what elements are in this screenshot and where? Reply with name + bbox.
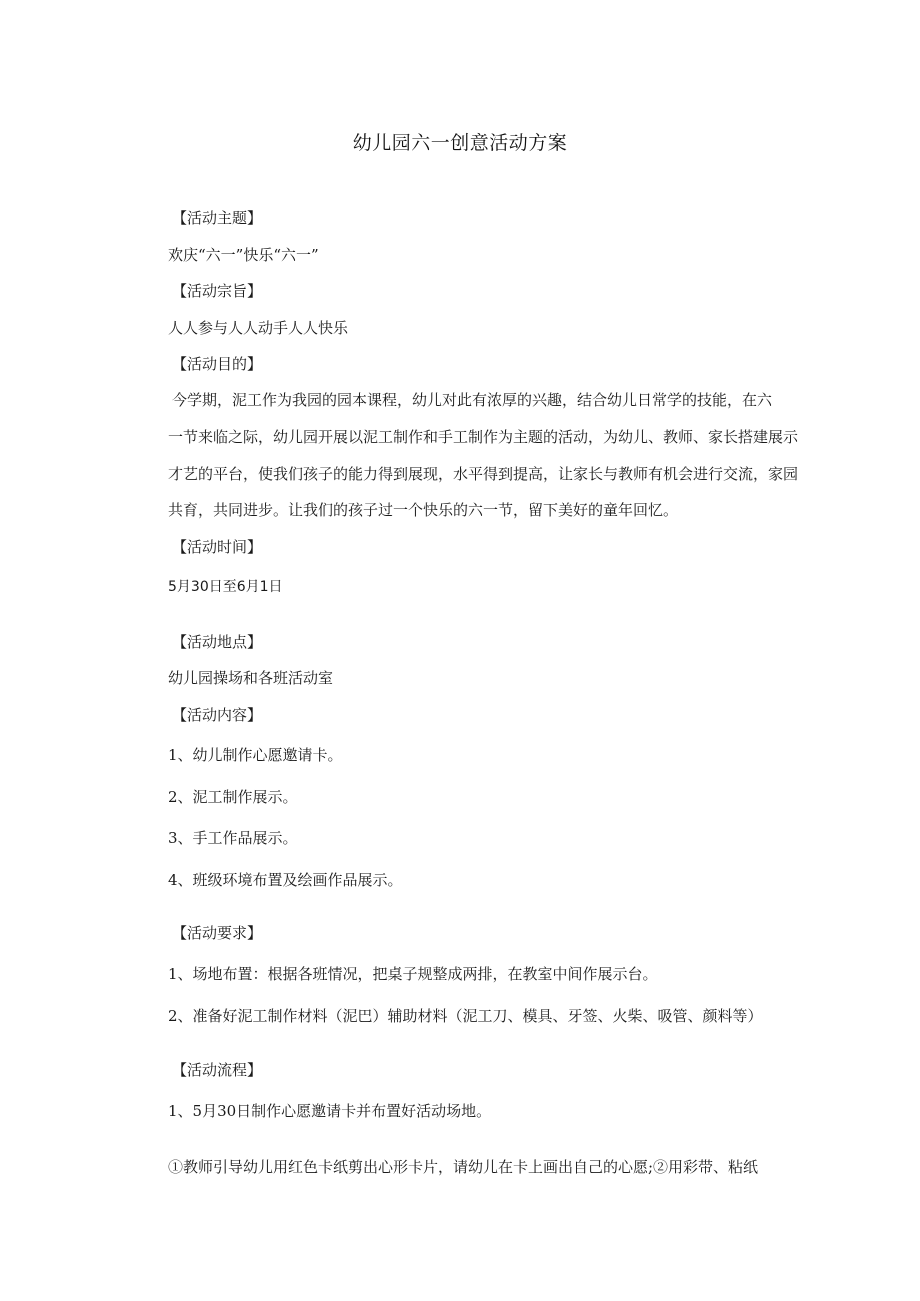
- place-text: 幼儿园操场和各班活动室: [168, 669, 334, 687]
- place-heading: 【活动地点】: [172, 633, 263, 651]
- content-item-1: 1、幼儿制作心愿邀请卡。: [168, 746, 343, 764]
- time-heading: 【活动时间】: [172, 538, 263, 556]
- content-heading: 【活动内容】: [172, 706, 263, 724]
- goal-line-2: 一节来临之际，幼儿园开展以泥工制作和手工制作为主题的活动，为幼儿、教师、家长搭建展示: [168, 428, 799, 446]
- theme-heading: 【活动主题】: [172, 209, 263, 227]
- goal-line-3: 才艺的平台，使我们孩子的能力得到展现，水平得到提高，让家长与教师有机会进行交流，家园: [168, 465, 799, 483]
- theme-text: 欢庆“六一”快乐“六一”: [168, 246, 319, 264]
- content-item-3: 3、手工作品展示。: [168, 829, 298, 847]
- goal-heading: 【活动目的】: [172, 355, 263, 373]
- process-item-1: 1、5月30日制作心愿邀请卡并布置好活动场地。: [168, 1102, 492, 1120]
- purpose-heading: 【活动宗旨】: [172, 282, 263, 300]
- content-item-4: 4、班级环境布置及绘画作品展示。: [168, 871, 403, 889]
- time-text: 5月30日至6月1日: [168, 579, 283, 595]
- goal-line-4: 共育，共同进步。让我们的孩子过一个快乐的六一节，留下美好的童年回忆。: [168, 501, 679, 519]
- process-item-2: ①教师引导幼儿用红色卡纸剪出心形卡片，请幼儿在卡上画出自己的心愿;②用彩带、粘纸: [168, 1158, 759, 1176]
- goal-line-1: 今学期，泥工作为我园的园本课程，幼儿对此有浓厚的兴趣，结合幼儿日常学的技能，在六: [172, 391, 773, 409]
- requirements-item-1: 1、场地布置：根据各班情况，把桌子规整成两排，在教室中间作展示台。: [168, 965, 658, 983]
- process-heading: 【活动流程】: [172, 1061, 263, 1079]
- page-title: 幼儿园六一创意活动方案: [352, 132, 568, 154]
- purpose-text: 人人参与人人动手人人快乐: [168, 319, 349, 337]
- requirements-item-2: 2、准备好泥工制作材料（泥巴）辅助材料（泥工刀、模具、牙签、火柴、吸管、颜料等）: [168, 1007, 763, 1025]
- content-item-2: 2、泥工制作展示。: [168, 788, 298, 806]
- requirements-heading: 【活动要求】: [172, 924, 263, 942]
